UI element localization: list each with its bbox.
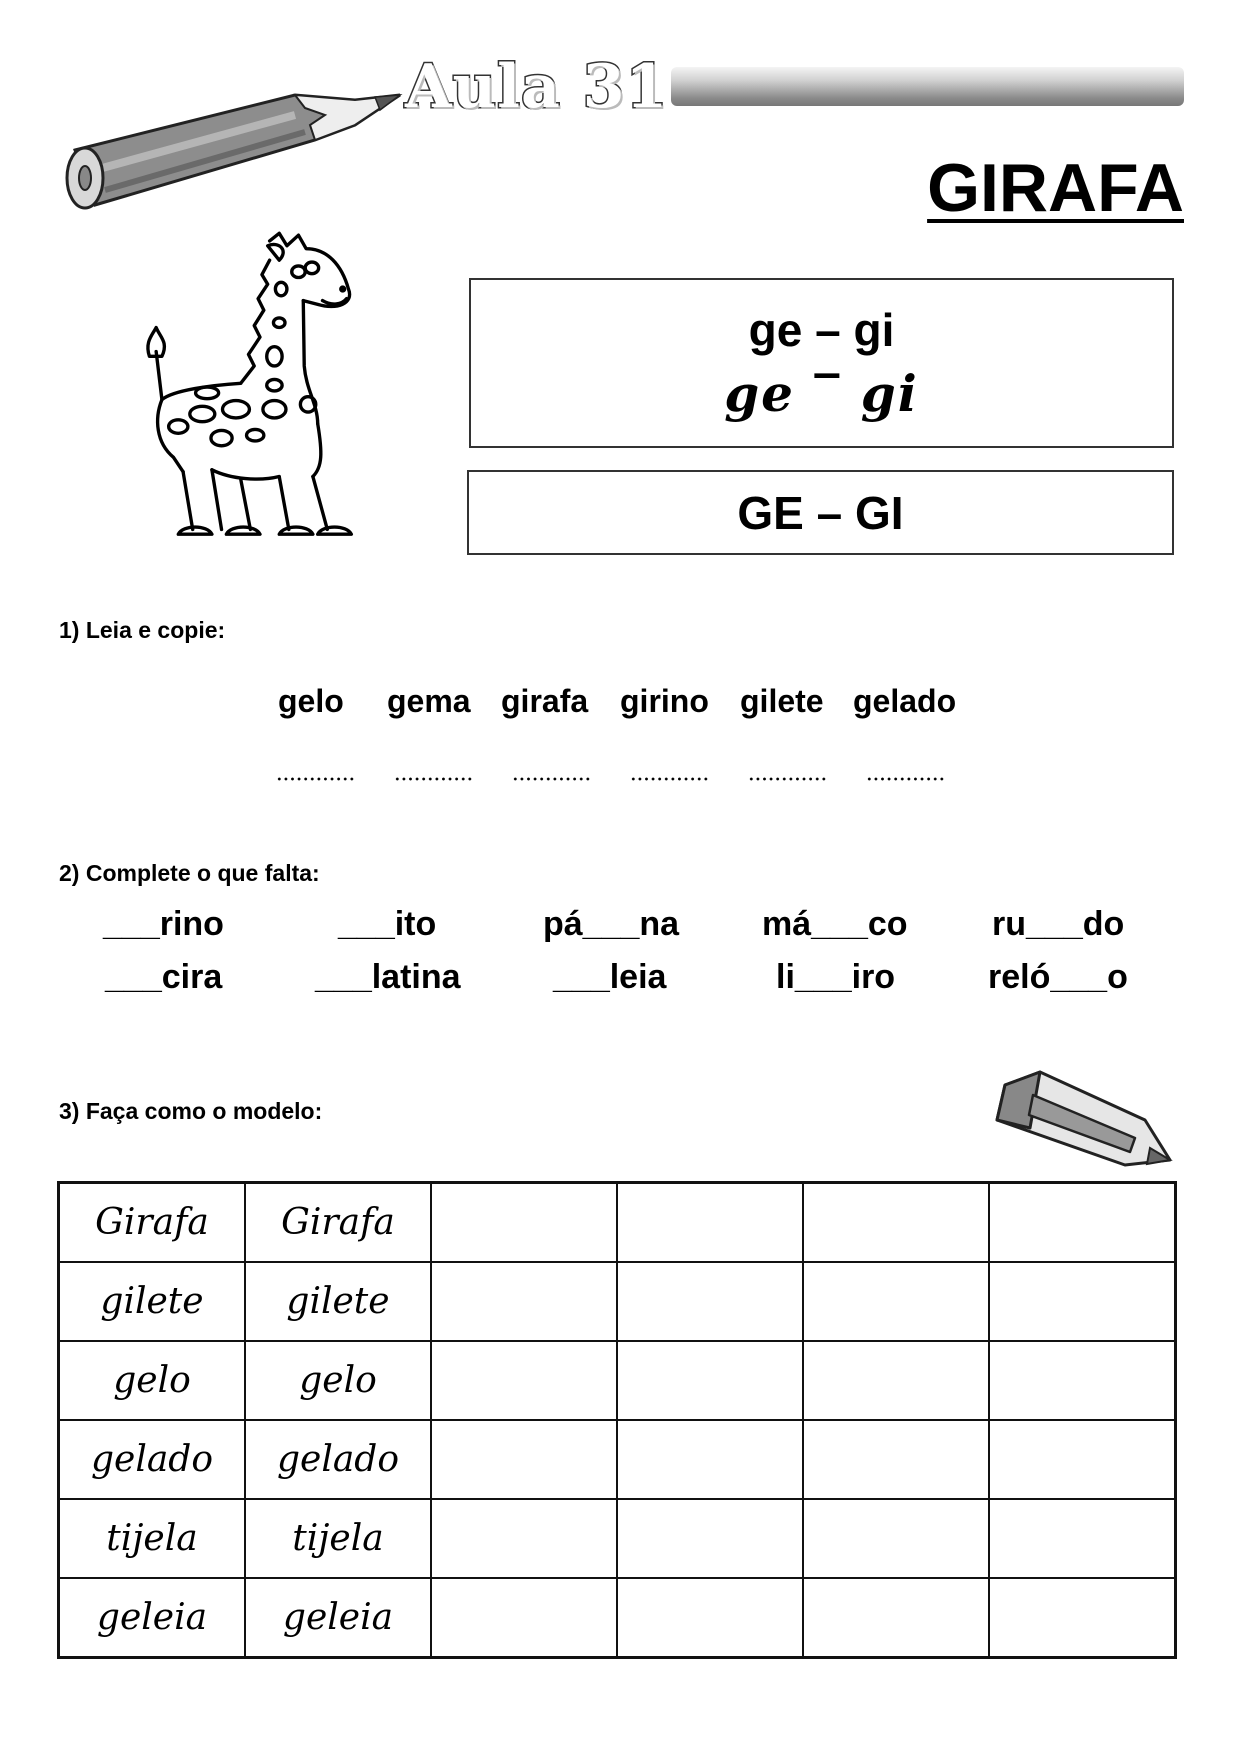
fill-in-word[interactable]: ___ito <box>338 905 437 943</box>
fill-in-word[interactable]: ___cira <box>105 958 223 996</box>
blank-cell[interactable] <box>803 1499 989 1578</box>
blank-cell[interactable] <box>431 1420 617 1499</box>
blank-cell[interactable] <box>617 1578 803 1658</box>
blank-cell[interactable] <box>989 1499 1176 1578</box>
model-cell: tijela <box>59 1499 246 1578</box>
exercise-3-title: 3) Faça como o modelo: <box>59 1098 323 1124</box>
fill-in-word[interactable]: ___leia <box>553 958 667 996</box>
model-cell: gelado <box>59 1420 246 1499</box>
model-cell: gelo <box>59 1341 246 1420</box>
model-cell: gelado <box>245 1420 431 1499</box>
blank-cell[interactable] <box>989 1420 1176 1499</box>
blank-cell[interactable] <box>431 1578 617 1658</box>
copy-blank[interactable] <box>394 775 474 783</box>
blank-cell[interactable] <box>617 1262 803 1341</box>
blank-cell[interactable] <box>803 1341 989 1420</box>
blank-cell[interactable] <box>989 1578 1176 1658</box>
word: girino <box>620 683 709 719</box>
model-cell: gilete <box>245 1262 431 1341</box>
pencil-icon <box>55 70 415 210</box>
blank-cell[interactable] <box>989 1183 1176 1263</box>
fill-in-word[interactable]: pá___na <box>543 905 680 943</box>
lesson-title: Aula 31 <box>405 52 669 122</box>
blank-cell[interactable] <box>617 1499 803 1578</box>
table-row <box>59 1183 1176 1263</box>
copy-blanks <box>276 775 984 783</box>
blank-cell[interactable] <box>803 1420 989 1499</box>
model-cell: Girafa <box>59 1183 246 1263</box>
table-row <box>59 1262 1176 1341</box>
syllables-print-lowercase: ge – gi <box>748 304 895 356</box>
copy-blank[interactable] <box>276 775 356 783</box>
table-row <box>59 1578 1176 1658</box>
model-cell: geleia <box>245 1578 431 1658</box>
giraffe-illustration <box>135 220 385 560</box>
syllables-cursive-lowercase: ge ‾ gi <box>724 364 919 423</box>
blank-cell[interactable] <box>431 1341 617 1420</box>
exercise-1-title: 1) Leia e copie: <box>59 617 226 643</box>
blank-cell[interactable] <box>803 1578 989 1658</box>
header-bar <box>671 67 1184 106</box>
blank-cell[interactable] <box>431 1183 617 1263</box>
copy-blank[interactable] <box>866 775 946 783</box>
fill-in-word[interactable]: ru___do <box>992 905 1125 943</box>
blank-cell[interactable] <box>431 1499 617 1578</box>
copy-blank[interactable] <box>630 775 710 783</box>
exercise-1-words <box>278 683 956 720</box>
syllables-uppercase-box <box>467 470 1174 555</box>
blank-cell[interactable] <box>803 1183 989 1263</box>
fill-in-word[interactable]: ___latina <box>315 958 461 996</box>
blank-cell[interactable] <box>617 1341 803 1420</box>
blank-cell[interactable] <box>431 1262 617 1341</box>
pencil-icon <box>985 1060 1175 1170</box>
fill-in-word[interactable]: ___rino <box>103 905 224 943</box>
copy-blank[interactable] <box>512 775 592 783</box>
word: gelo <box>278 683 344 719</box>
table-row <box>59 1499 1176 1578</box>
table-row <box>59 1341 1176 1420</box>
model-cell: gelo <box>245 1341 431 1420</box>
blank-cell[interactable] <box>617 1420 803 1499</box>
model-cell: geleia <box>59 1578 246 1658</box>
blank-cell[interactable] <box>617 1183 803 1263</box>
blank-cell[interactable] <box>803 1262 989 1341</box>
syllables-lowercase-box <box>469 278 1174 448</box>
model-cell: gilete <box>59 1262 246 1341</box>
word: girafa <box>501 683 589 719</box>
blank-cell[interactable] <box>989 1262 1176 1341</box>
exercise-2-title: 2) Complete o que falta: <box>59 860 320 886</box>
word: gema <box>387 683 471 719</box>
fill-in-word[interactable]: reló___o <box>988 958 1128 996</box>
word: gilete <box>740 683 824 719</box>
fill-in-word[interactable]: li___iro <box>776 958 896 996</box>
word: gelado <box>853 683 957 719</box>
page-title: GIRAFA <box>927 150 1184 226</box>
model-cell: Girafa <box>245 1183 431 1263</box>
table-row <box>59 1420 1176 1499</box>
copy-model-table <box>57 1181 1177 1659</box>
copy-blank[interactable] <box>748 775 828 783</box>
blank-cell[interactable] <box>989 1341 1176 1420</box>
fill-in-word[interactable]: má___co <box>762 905 908 943</box>
model-cell: tijela <box>245 1499 431 1578</box>
syllables-print-uppercase: GE – GI <box>737 486 904 539</box>
